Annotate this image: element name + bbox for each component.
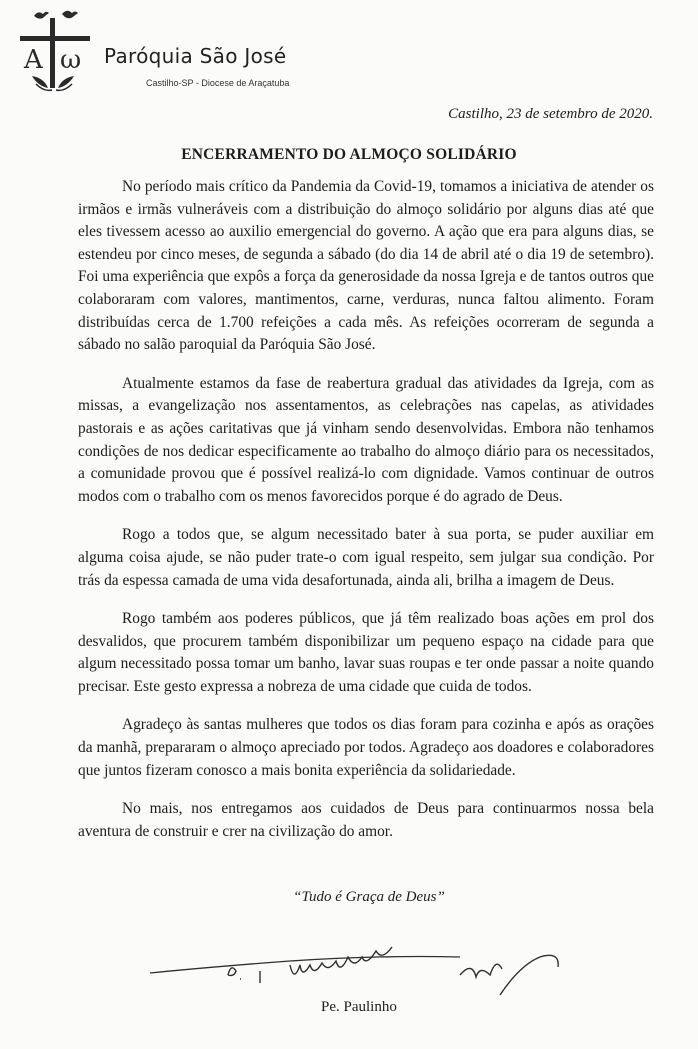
paragraph: No período mais crítico da Pandemia da Covid-19, tomamos a iniciativa de atender os irmãos e irmãs vulneráveis com a distribuição do almoço solidário por alguns dias até que eles tivessem acesso ao auxilio emergencial do governo. A ação que era para alguns dias, se estendeu por cinco meses, de segunda a sábado (do dia 14 de abril até o dia 19 de setembro). Foi uma experiência que expôs a força da generosidade da nossa Igreja e de tantos outros que colaboraram com valores, mantimentos, carne, verduras, nunca faltou alimento. Foram distribuídas cerca de 1.700 refeições a cada mês. As refeições ocorreram de segunda a sábado no salão paroquial da Paróquia São José. (78, 178, 654, 354)
paragraph: Rogo a todos que, se algum necessitado bater à sua porta, se puder auxiliar em alguma coisa ajude, se não puder trate-o com igual respeito, sem julgar sua condição. Por trás da espessa camada de uma vida desafortunada, ainda ali, brilha a imagem de Deus. (78, 526, 654, 589)
paragraph: No mais, nos entregamos aos cuidados de Deus para continuarmos nossa bela aventura de construir e crer na civilização do amor. (78, 800, 654, 840)
parish-logo-icon (14, 6, 96, 96)
paragraph: Agradeço às santas mulheres que todos os dias foram para cozinha e após as orações da manhã, prepararam o almoço apreciado por todos. Agradeço aos doadores e colaboradores que juntos fizeram conosco a mais bonita experiência da solidariedade. (78, 716, 654, 779)
paragraph: Rogo também aos poderes públicos, que já têm realizado boas ações em prol dos desvalidos, que procurem também disponibilizar um pequeno espaço na cidade para que algum necessitado possa tomar um banho, lavar suas roupas e ter onde passar a noite quando precisar. Este gesto expressa a nobreza de uma cidade que cuida de todos. (78, 610, 654, 695)
letter-date: Castilho, 23 de setembro de 2020. (448, 106, 653, 122)
parish-subtitle: Castilho-SP - Diocese de Araçatuba (146, 78, 290, 88)
svg-text:ω: ω (60, 45, 82, 75)
letter-title: ENCERRAMENTO DO ALMOÇO SOLIDÁRIO (181, 146, 517, 163)
parish-name: Paróquia São José (104, 44, 287, 68)
motto: “Tudo é Graça de Deus” (293, 889, 445, 905)
paragraph: Atualmente estamos da fase de reabertura gradual das atividades da Igreja, com as missas, a evangelização nos assentamentos, as celebrações nas capelas, as atividades pastorais e as ações caritativas que já vinham sendo desenvolvidas. Embora não tenhamos condições de nos dedicar especificamente ao trabalho do almoço diário para os necessitados, a comunidade provou que é possível realizá-lo com dignidade. Vamos continuar de outros modos com o trabalho com os menos favorecidos porque é do agrado de Deus. (78, 374, 654, 505)
svg-text:A: A (24, 45, 43, 75)
signer-name: Pe. Paulinho (321, 999, 397, 1015)
letter-body (78, 176, 654, 859)
